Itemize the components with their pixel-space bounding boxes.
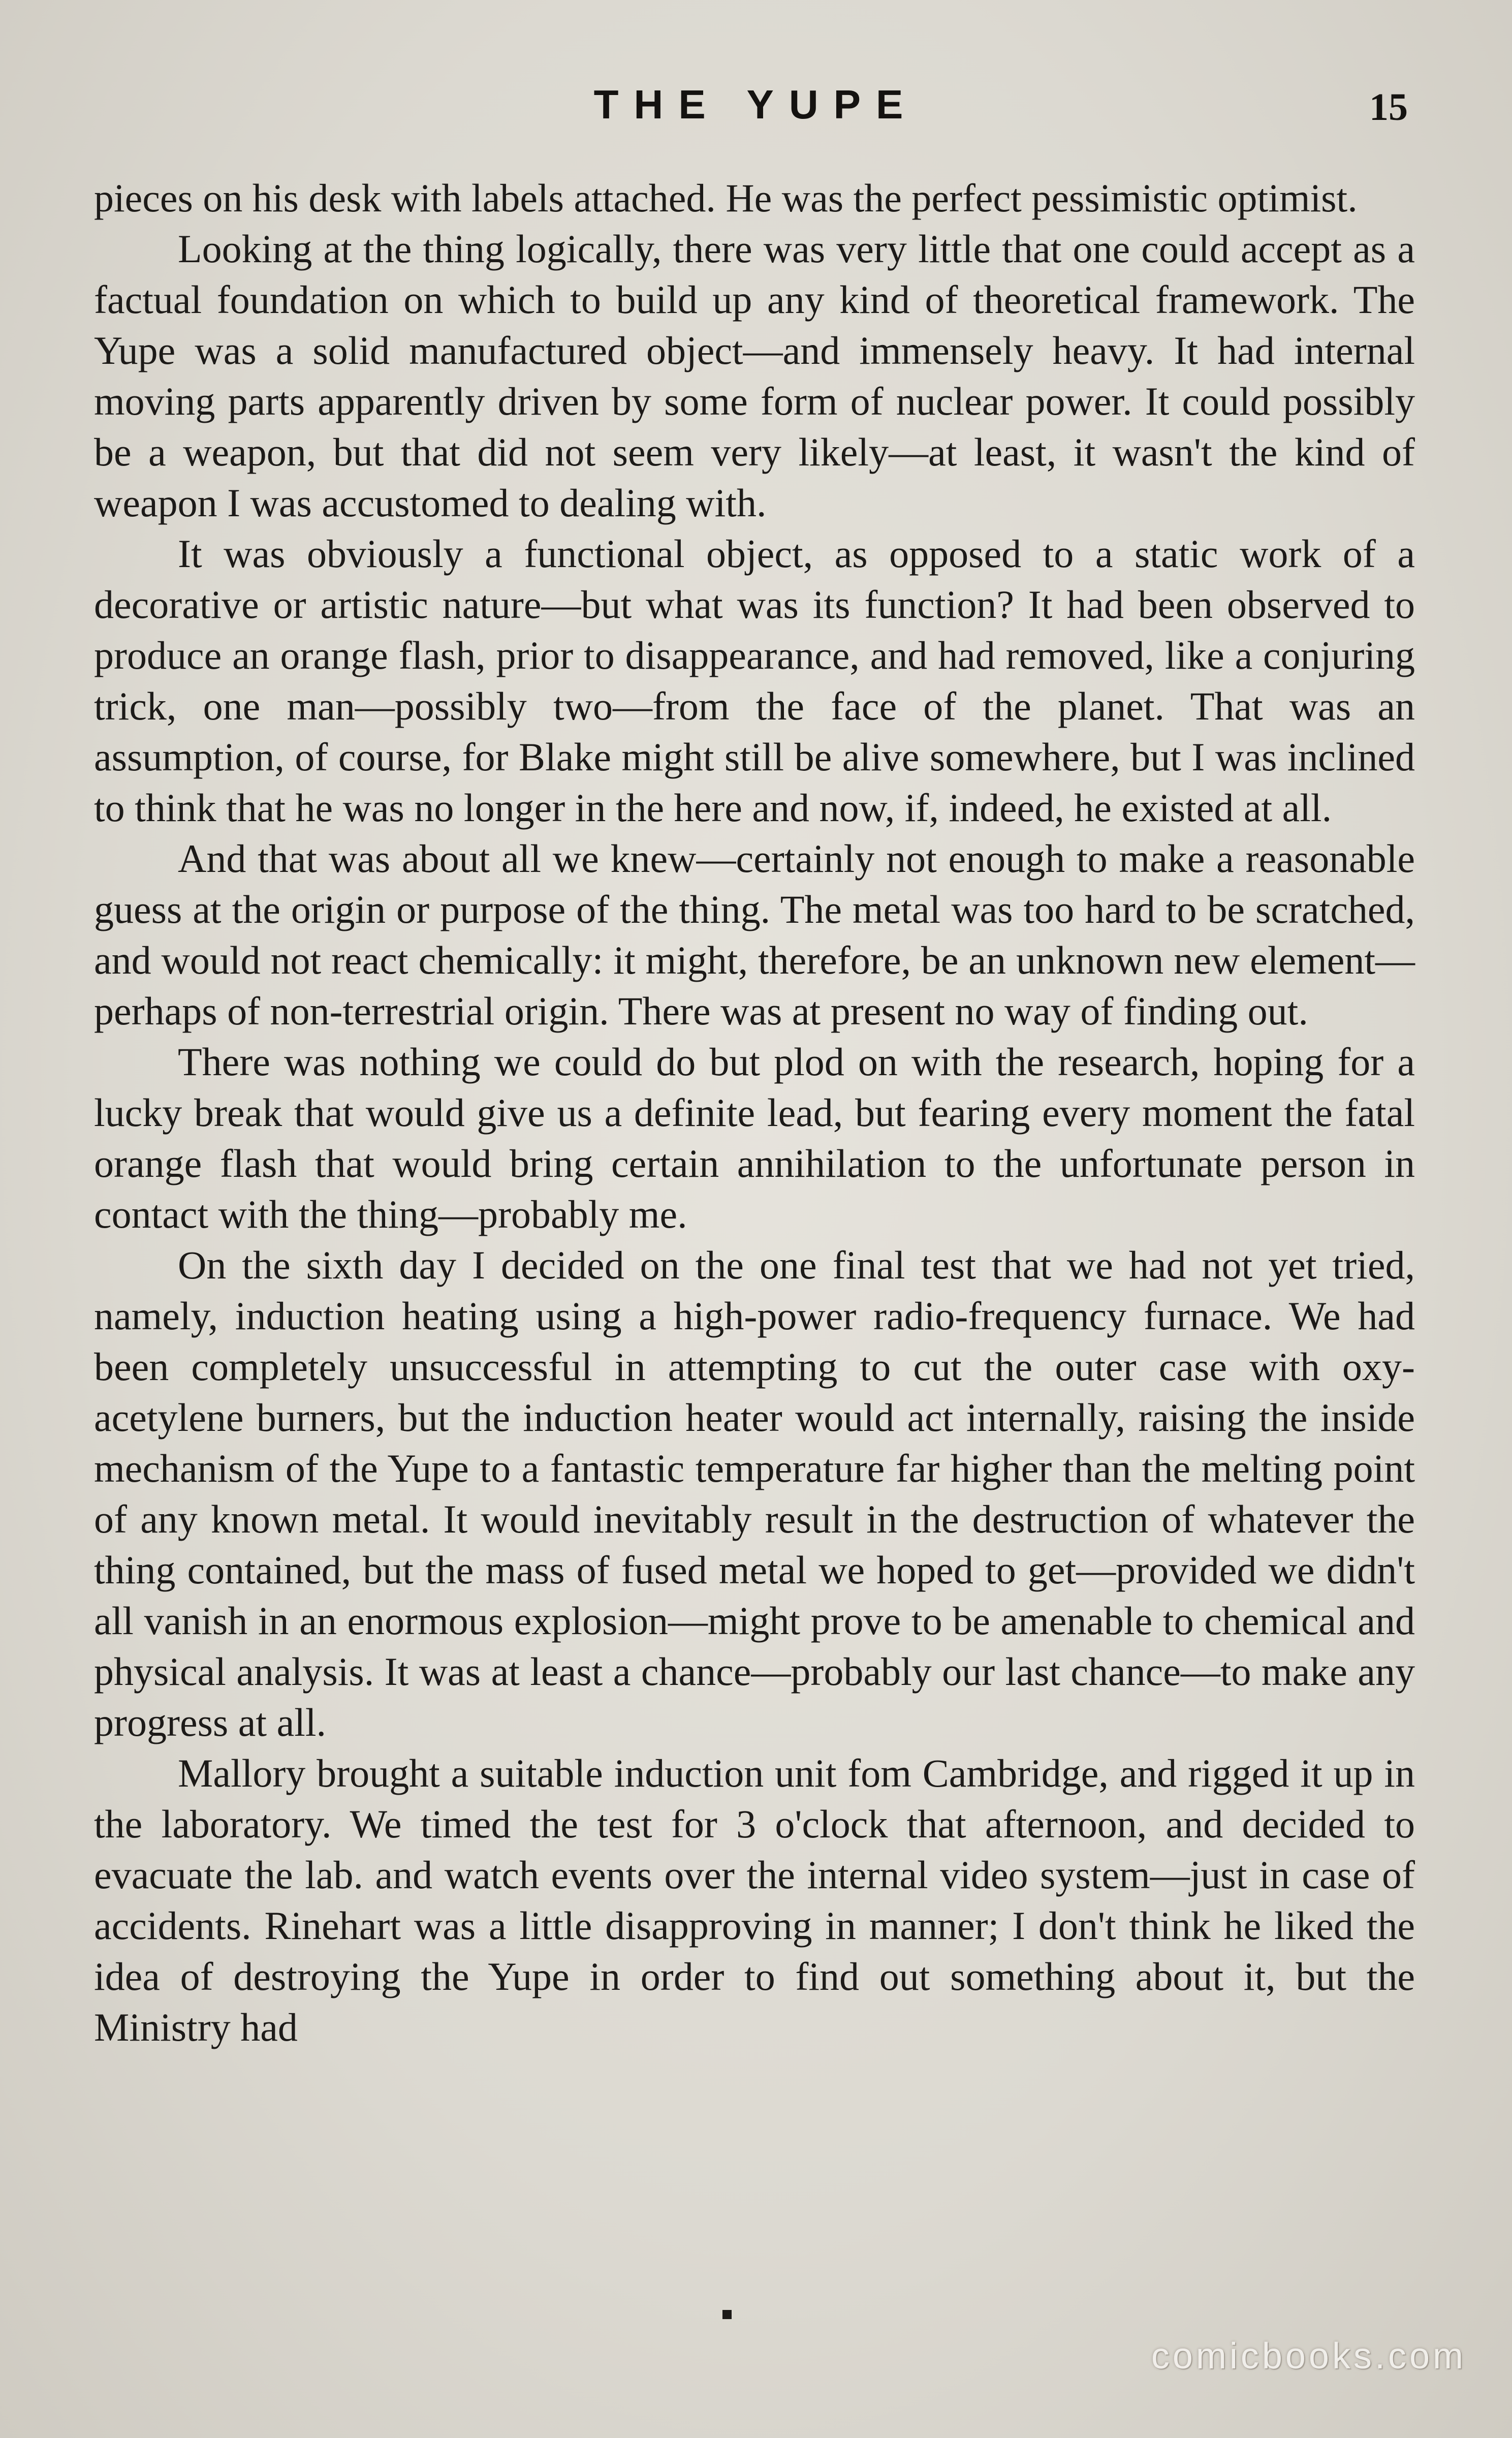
- paragraph: And that was about all we knew—certainly not enough to make a reasonable guess at the origin or purpose of the thing. The metal was too hard to be scratched, and would not react chemically: it might, therefore, be an unknown new element—perhaps of non-terrestrial origin. There was at present no way of finding out.: [94, 836, 1415, 1033]
- printer-mark: [722, 2310, 732, 2319]
- running-title: THE YUPE: [593, 82, 919, 127]
- page-number: 15: [1369, 86, 1408, 129]
- paragraph: Mallory brought a suitable induction unit fom Cambridge, and rigged it up in the laboratory. We timed the test for 3 o'clock that afternoon, and decided to evacuate the lab. and watch events over the internal video system—just in case of accidents. Rinehart was a little disapproving in manner; I don't think he liked the idea of destroying the Yupe in order to find out something about it, but the Ministry had: [94, 1751, 1415, 2049]
- paragraph: On the sixth day I decided on the one final test that we had not yet tried, namely, induction heating using a high-power radio-frequency furnace. We had been completely unsuccessful in attempting to cut the outer case with oxy-acetylene burners, but the induction heater would act internally, raising the inside mechanism of the Yupe to a fantastic temperature far higher than the melting point of any known metal. It would inevitably result in the destruction of whatever the thing contained, but the mass of fused metal we hoped to get—provided we didn't all vanish in an enormous explosion—might prove to be amenable to chemical and physical analysis. It was at least a chance—probably our last chance—to make any progress at all.: [94, 1243, 1415, 1744]
- paragraph: It was obviously a functional object, as opposed to a static work of a decorative or artistic nature—but what was its function? It had been observed to produce an orange flash, prior to disappearance, and had removed, like a conjuring trick, one man—possibly two—from the face of the planet. That was an assumption, of course, for Blake might still be alive somewhere, but I was inclined to think that he was no longer in the here and now, if, indeed, he existed at all.: [94, 532, 1415, 830]
- paragraph: pieces on his desk with labels attached. He was the perfect pessimistic optimist.: [94, 176, 1358, 220]
- watermark: comicbooks.com: [1151, 2336, 1466, 2377]
- paragraph: There was nothing we could do but plod on with the research, hoping for a lucky break that would give us a definite lead, but fearing every moment the fatal orange flash that would bring certain annihilation to the unfortunate person in contact with the thing—probably me.: [94, 1040, 1415, 1236]
- paragraph: Looking at the thing logically, there was very little that one could accept as a factual foundation on which to build up any kind of theoretical framework. The Yupe was a solid manufactured object—and immensely heavy. It had internal moving parts apparently driven by some form of nuclear power. It could possibly be a weapon, but that did not seem very likely—at least, it wasn't the kind of weapon I was accustomed to dealing with.: [94, 227, 1415, 525]
- body-text: [94, 173, 1415, 2053]
